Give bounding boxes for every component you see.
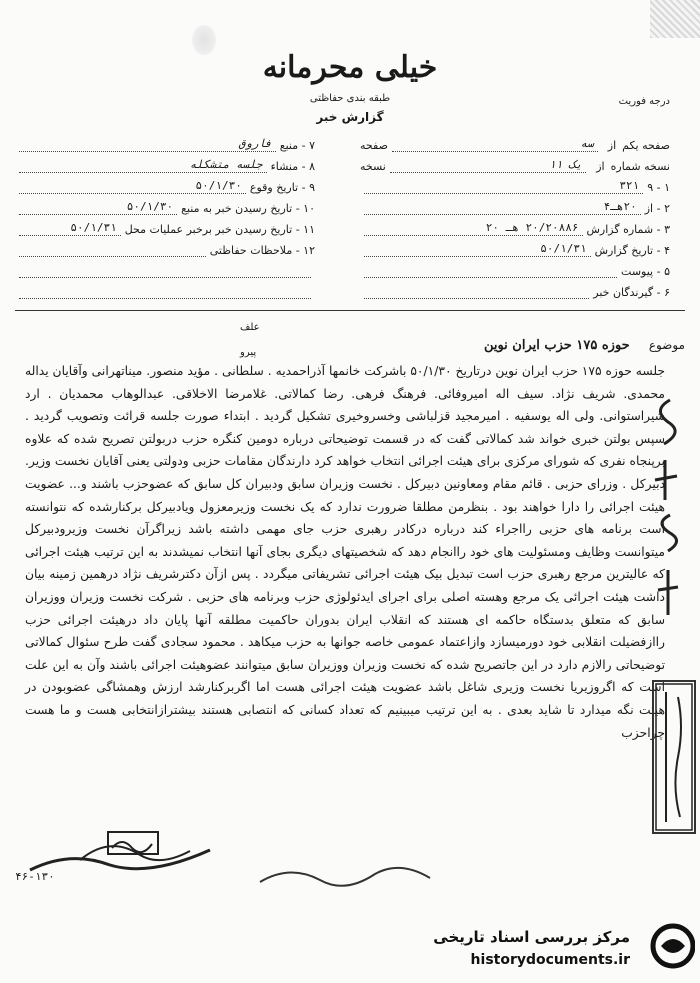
field-value: سه xyxy=(392,137,598,152)
field-row xyxy=(15,198,315,219)
field-label: ۶ - گیرندگان خبر xyxy=(593,286,670,299)
field-label: ۱۰ - تاریخ رسیدن خبر به منبع xyxy=(181,202,315,215)
header-divider xyxy=(15,310,685,311)
field-row xyxy=(360,282,670,303)
field-label: ۳ - شماره گزارش xyxy=(586,223,670,236)
signature xyxy=(255,860,435,890)
field-label: ۷ - منبع xyxy=(279,139,315,152)
archive-logo xyxy=(425,918,695,978)
margin-note: پیرو xyxy=(240,347,257,358)
subject-value: حوزه ۱۷۵ حزب ایران نوین xyxy=(483,338,630,353)
field-value: جلسه متشکله xyxy=(19,158,267,173)
field-row xyxy=(15,156,315,177)
field-label: ۱۱ - تاریخ رسیدن خبر برخبر عملیات محل xyxy=(124,223,315,236)
field-row xyxy=(360,135,670,156)
field-label: ۹ - تاریخ وقوع xyxy=(249,181,315,194)
report-body xyxy=(25,360,665,744)
field-value xyxy=(364,298,589,299)
field-row xyxy=(15,135,315,156)
subject-label: موضوع xyxy=(648,338,685,352)
margin-note: علف xyxy=(240,322,260,333)
field-value: ۵۰/۱/۳۱ xyxy=(19,221,121,236)
field-row xyxy=(15,240,315,261)
field-label: ۲ - از xyxy=(644,202,670,215)
field-label: ۱ - ۹ xyxy=(647,181,670,194)
field-value: یک ۱۱ xyxy=(390,158,586,173)
field-label: ۱۲ - ملاحظات حفاظتی xyxy=(209,244,315,257)
handwritten-margin-note xyxy=(640,390,695,630)
priority-label: درجه فوریت xyxy=(618,96,670,107)
subject-line xyxy=(15,338,685,353)
field-value: ۲۰/۲۰۸۸۶ هـ ۲۰ xyxy=(364,221,583,236)
corner-scan-mark xyxy=(650,0,700,38)
field-row xyxy=(360,177,670,198)
field-value: ۵۰/۱/۳۰ xyxy=(19,179,246,194)
field-row xyxy=(360,240,670,261)
field-row-blank xyxy=(15,261,315,282)
header-fields-right xyxy=(360,135,670,303)
header-fields-left xyxy=(15,135,315,303)
field-value: ۲۰هـ۴ xyxy=(364,200,641,215)
field-value: ۵۰/۱/۳۰ xyxy=(19,200,177,215)
field-row xyxy=(15,219,315,240)
field-tail: نسخه xyxy=(360,160,386,173)
document-title: خیلی محرمانه xyxy=(262,50,438,85)
report-title: گزارش خبر xyxy=(316,110,384,124)
field-mid: از xyxy=(596,160,605,173)
field-row xyxy=(360,156,670,177)
field-label: صفحه یکم xyxy=(622,139,670,152)
faint-stamp xyxy=(192,25,216,55)
field-value xyxy=(364,277,617,278)
body-paragraph: جلسه حوزه ۱۷۵ حزب ایران نوین درتاریخ ۵۰/۱/۳۰ باشرکت خانمها آذراحمدیه . سلطانی . مؤید منصور. میناتهرانی وآقایان یداله محمدی. شریف نژاد. سیف اله امیروفائی. فرهنگ فرهی. رضا کمالاتی. غلامرضا الاخلاقی. عبدالوهاب محمدیان . ارد شیراستوانی. ولی اله یوسفیه . امیرمجید قزلباشی وخسروخیری تشکیل گردید . ابتداء صورت جلسه قرائت وتصویب گردید . سپس بولتن خبری خواند شد کمالاتی گفت که در قسمت توضیحاتی درباره دومین کنگره حزب دربولتن تصریح شده که علاوه برپنجاه نفری که شورای مرکزی برای هیئت اجرائی انتخاب خواهد کرد دارندگان مقامات حزبی ودولتی یعنی آقایان نخست وزیر. دبیرکل . وزرای حزبی . قائم مقام ومعاونین دبیرکل . نخست وزیران سابق ودبیران کل سابق که عضوحزب باشند و... عضویت هیئت اجرائی را دارا خواهند بود . بنظرمن مطلقا ضرورت ندارد که یک نخست وزیرمعزول ویادبیرکل برکنارشده که نتوانسته است برنامه های حزبی رااجراء کند درباره درکادر رهبری حزب جای مهمی داشته باشد زیراگرآن نخست وزیرودبیرکل میتوانست وظایف ومسئولیت های خود راانجام دهد که شخصیتهای دیگری بجای آنها انتخاب نمیشدند به این ترتیب هیئت اجرائی که عالیترین مرجع رهبری حزب است تبدیل بیک هیئت اجرائی تشریفاتی میگردد . پس ازآن دکترشریف نژاد درهمین زمینه بیان داشت هیئت اجرائی یک مرجع وهسته اصلی برای اجرای ایدئولوژی حزب وبرنامه های حزبی . شرکت نخست وزیران ووزیران سابق که متعلق بدستگاه حاکمه ای هستند که انقلاب ایران بدوران حاکمیت مطلقه آنها پایان داد درهیئت اجرائی حزب راازفضیلت انقلابی خود دورمیسازد وازاعتماد عمومی خاصه جوانها به حزب میکاهد . محمود سجادی گفت طرح سئوال کمالاتی توضیحاتی رالازم دارد در این جاتصریح شده که نخست وزیران ووزیران سابق میتوانند عضوهیئت اجرائی باشند وآن به این علت است که اگروزیریا نخست وزیری شاغل باشد عضویت هیئت اجرائی هست اما اگربرکنارشد ارزش وهمشاگی عضوبودن در هیئت نگه میدارد تا شاید بعدی . به این ترتیب میبینیم که تعداد کسانی که انتصابی هستند بیشترازانتخابی هست و ما هست چراحزب xyxy=(25,364,665,740)
page-code: ۴۶-۱۳۰ xyxy=(15,870,55,883)
field-label: نسخه شماره xyxy=(610,160,670,173)
field-label: ۴ - تاریخ گزارش xyxy=(594,244,670,257)
field-label: ۵ - پیوست xyxy=(621,265,670,278)
field-row xyxy=(15,177,315,198)
archive-name: مرکز بررسی اسناد تاریخی xyxy=(433,928,630,946)
field-row xyxy=(360,198,670,219)
field-mid: از xyxy=(607,139,617,152)
field-value: ۵۰/۱/۳۱ xyxy=(364,242,591,257)
field-value: ۳۲۱ xyxy=(364,179,643,194)
field-value xyxy=(19,256,206,257)
field-row-blank xyxy=(15,282,315,303)
field-label: ۸ - منشاء xyxy=(270,160,315,173)
field-value: فاروق xyxy=(19,137,276,152)
field-row xyxy=(360,219,670,240)
archive-url[interactable]: historydocuments.ir xyxy=(470,952,630,968)
classification-label: طبقه بندی حفاظتی xyxy=(309,93,391,104)
received-stamp xyxy=(652,680,696,834)
field-tail: صفحه xyxy=(360,139,388,152)
field-row xyxy=(360,261,670,282)
